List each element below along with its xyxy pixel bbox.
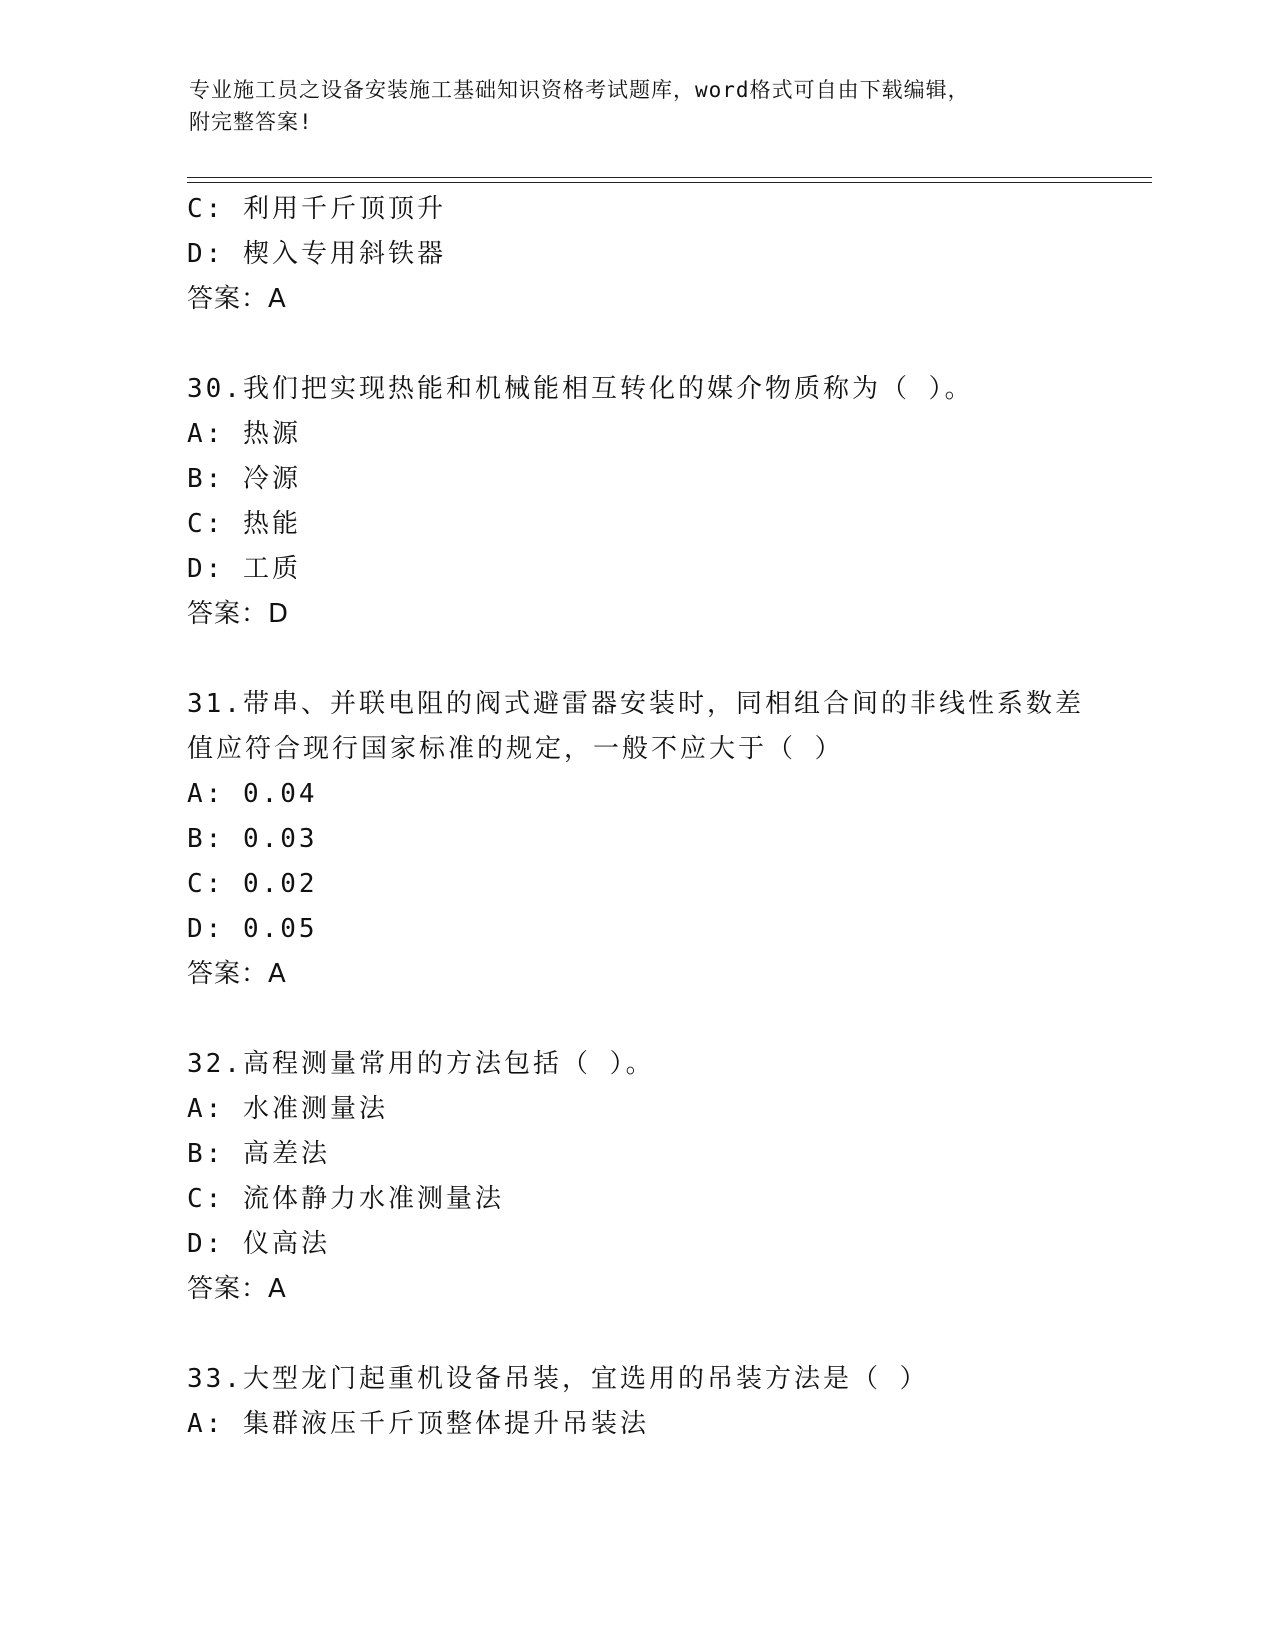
q32-option-d: D: 仪高法 <box>187 1229 330 1259</box>
q33-option-a: A: 集群液压千斤顶整体提升吊装法 <box>187 1409 649 1439</box>
q31-option-a: A: 0.04 <box>187 779 318 809</box>
q31-option-d: D: 0.05 <box>187 914 318 944</box>
q31-option-c: C: 0.02 <box>187 869 318 899</box>
q29-answer: 答案：A <box>187 284 287 314</box>
q30-option-a: A: 热源 <box>187 419 301 449</box>
q30-option-d: D: 工质 <box>187 554 301 584</box>
q31-answer: 答案：A <box>187 959 287 989</box>
q30-option-b: B: 冷源 <box>187 464 301 494</box>
q31-option-b: B: 0.03 <box>187 824 318 854</box>
q29-option-c: C: 利用千斤顶顶升 <box>187 194 446 224</box>
q30-option-c: C: 热能 <box>187 509 301 539</box>
q32-option-a: A: 水准测量法 <box>187 1094 388 1124</box>
q32-stem: 32.高程测量常用的方法包括（ ）。 <box>187 1049 655 1079</box>
header-line-1: 专业施工员之设备安装施工基础知识资格考试题库，word格式可自由下载编辑， <box>189 78 970 102</box>
q30-answer: 答案：D <box>187 599 290 629</box>
header-divider-top <box>187 177 1152 178</box>
q32-answer: 答案：A <box>187 1274 287 1304</box>
q33-stem: 33.大型龙门起重机设备吊装，宜选用的吊装方法是（ ） <box>187 1364 929 1394</box>
q30-stem: 30.我们把实现热能和机械能相互转化的媒介物质称为（ ）。 <box>187 374 974 404</box>
document-header <box>189 74 1069 138</box>
header-line-2: 附完整答案! <box>189 110 313 134</box>
q32-option-c: C: 流体静力水准测量法 <box>187 1184 504 1214</box>
header-divider-bottom <box>187 182 1152 183</box>
q32-option-b: B: 高差法 <box>187 1139 330 1169</box>
q29-option-d: D: 楔入专用斜铁器 <box>187 239 446 269</box>
q31-stem-line-1: 31.带串、并联电阻的阀式避雷器安装时，同相组合间的非线性系数差 <box>187 689 1084 719</box>
q31-stem-line-2: 值应符合现行国家标准的规定，一般不应大于（ ） <box>187 734 844 764</box>
